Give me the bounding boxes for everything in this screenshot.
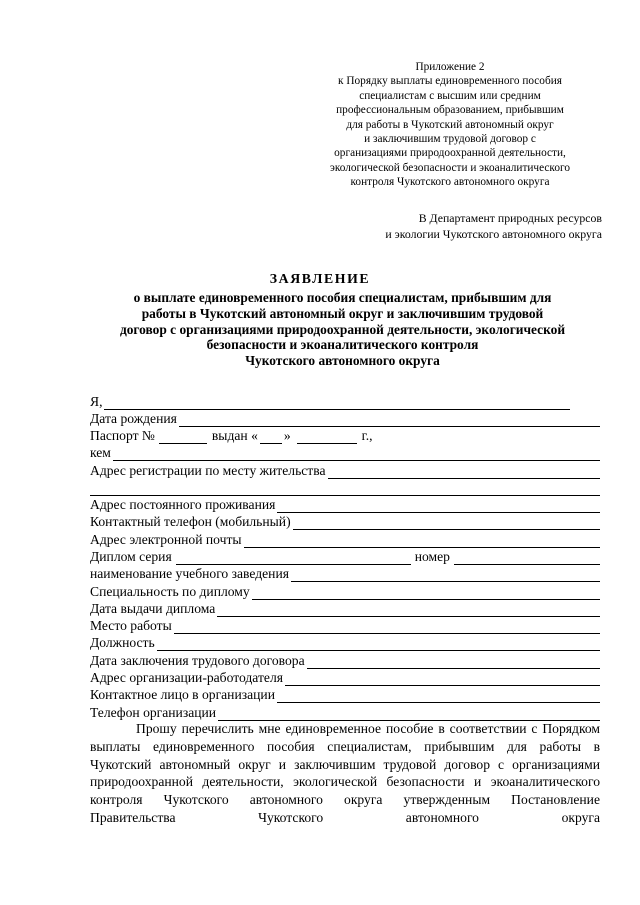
full-name-line[interactable]: [104, 397, 570, 410]
reg-address-label: Адрес регистрации по месту жительства: [90, 463, 326, 478]
subtitle-line: работы в Чукотский автономный округ и заключившим трудовой: [141, 305, 544, 321]
position-label: Должность: [90, 635, 155, 650]
field-specialty[interactable]: [90, 584, 600, 600]
passport-label: Паспорт №: [90, 428, 155, 443]
field-email[interactable]: [90, 532, 600, 548]
contact-person-line[interactable]: [277, 690, 600, 703]
email-line[interactable]: [244, 535, 600, 548]
recipient-block: [385, 211, 602, 242]
passport-quote-close: »: [283, 428, 291, 443]
appendix-line: специалистам с высшим или средним: [359, 89, 541, 102]
perm-address-line[interactable]: [277, 500, 600, 513]
contract-date-label: Дата заключения трудового договора: [90, 653, 305, 668]
field-perm-address[interactable]: [90, 497, 600, 513]
position-line[interactable]: [157, 638, 600, 651]
passport-month-line[interactable]: [297, 431, 357, 444]
field-contract-date[interactable]: [90, 653, 600, 669]
workplace-label: Место работы: [90, 618, 172, 633]
passport-issued-label: выдан «: [211, 428, 258, 443]
field-full-name[interactable]: [90, 394, 570, 410]
field-mobile[interactable]: [90, 514, 600, 530]
org-phone-label: Телефон организации: [90, 705, 217, 720]
diploma-series-label: Диплом серия: [90, 549, 172, 564]
appendix-header: [300, 60, 600, 190]
field-employer-address[interactable]: [90, 670, 600, 686]
diploma-number-line[interactable]: [454, 552, 600, 565]
appendix-line: контроля Чукотского автономного округа: [350, 176, 550, 189]
field-position[interactable]: [90, 635, 600, 651]
field-workplace[interactable]: [90, 618, 600, 634]
perm-address-label: Адрес постоянного проживания: [90, 497, 276, 512]
field-birth-date[interactable]: [90, 411, 600, 427]
appendix-line: к Порядку выплаты единовременного пособия: [338, 75, 562, 88]
field-passport[interactable]: [90, 428, 600, 444]
diploma-date-label: Дата выдачи диплома: [90, 601, 216, 616]
institution-label: наименование учебного заведения: [90, 566, 289, 581]
request-paragraph: [90, 720, 600, 827]
recipient-line: В Департамент природных ресурсов: [418, 211, 602, 225]
employer-address-label: Адрес организации-работодателя: [90, 670, 283, 685]
appendix-line: профессиональным образованием, прибывшим: [336, 104, 564, 117]
request-text: Прошу перечислить мне единовременное пособие в соответствии с Порядком выплаты единовременного пособия специалистам, прибывшим для работы в Чукотский автономный округ и заключившим трудовой договор с организациями природоохранной деятельности, экологической безопасности и экоаналитического контроля Чукотского автономного округа утвержденным Постановление Правительства Чукотского автономного округа: [90, 721, 600, 825]
institution-line[interactable]: [291, 569, 600, 582]
issued-by-line[interactable]: [113, 448, 600, 461]
birth-date-label: Дата рождения: [90, 411, 177, 426]
field-org-phone[interactable]: [90, 705, 600, 721]
contact-person-label: Контактное лицо в организации: [90, 687, 275, 702]
subtitle-line: Чукотского автономного округа: [245, 353, 440, 369]
field-institution[interactable]: [90, 566, 600, 582]
diploma-date-line[interactable]: [217, 604, 600, 617]
field-reg-address-cont[interactable]: [90, 480, 600, 496]
specialty-line[interactable]: [252, 587, 600, 600]
field-diploma-date[interactable]: [90, 601, 600, 617]
birth-date-line[interactable]: [179, 414, 600, 427]
subtitle-line: договор с организациями природоохранной деятельности, экологической: [119, 321, 566, 337]
appendix-line: организациями природоохранной деятельности,: [334, 147, 566, 160]
field-issued-by[interactable]: [90, 445, 600, 461]
reg-address-line-2[interactable]: [90, 483, 600, 496]
mobile-label: Контактный телефон (мобильный): [90, 514, 291, 529]
field-reg-address[interactable]: [90, 463, 600, 479]
document-subtitle: [90, 290, 595, 369]
field-diploma[interactable]: [90, 549, 600, 565]
passport-number-line[interactable]: [159, 431, 207, 444]
recipient-line: и экологии Чукотского автономного округа: [385, 226, 602, 241]
subtitle-line: о выплате единовременного пособия специалистам, прибывшим для: [133, 290, 552, 305]
specialty-label: Специальность по диплому: [90, 584, 250, 599]
email-label: Адрес электронной почты: [90, 532, 242, 547]
appendix-line: Приложение 2: [415, 61, 485, 73]
appendix-line: для работы в Чукотский автономный округ: [346, 118, 554, 131]
document-title: ЗАЯВЛЕНИЕ: [269, 271, 371, 286]
subtitle-line: безопасности и экоаналитического контроля: [206, 337, 479, 353]
reg-address-line[interactable]: [328, 466, 600, 479]
field-contact-person[interactable]: [90, 687, 600, 703]
appendix-line: и заключившим трудовой договор с: [364, 133, 536, 146]
passport-day-line[interactable]: [260, 431, 282, 444]
contract-date-line[interactable]: [307, 656, 600, 669]
diploma-series-line[interactable]: [176, 552, 411, 565]
appendix-line: экологической безопасности и экоаналитического: [330, 161, 570, 174]
workplace-line[interactable]: [174, 621, 600, 634]
full-name-label: Я,: [90, 394, 103, 409]
passport-year-suffix: г.,: [361, 428, 373, 443]
employer-address-line[interactable]: [285, 673, 600, 686]
mobile-line[interactable]: [293, 517, 600, 530]
issued-by-label: кем: [90, 445, 111, 460]
diploma-number-label: номер: [414, 549, 450, 564]
